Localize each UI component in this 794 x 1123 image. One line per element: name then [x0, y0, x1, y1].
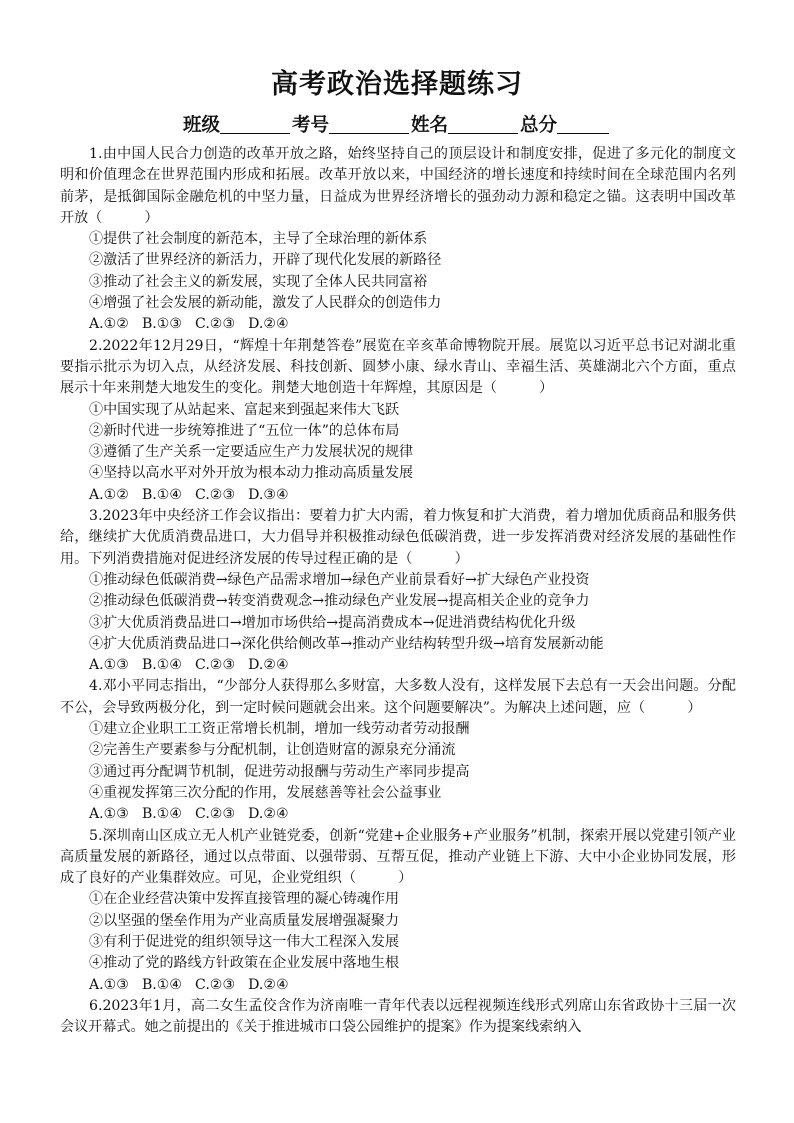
answer-choices [60, 485, 736, 506]
statement-option: ③通过再分配调节机制，促进劳动报酬与劳动生产率同步提高 [89, 763, 470, 780]
statement-option: ④推动了党的路线方针政策在企业发展中落地生根 [89, 955, 400, 972]
question-stem: 4.邓小平同志指出，“少部分人获得那么多财富，大多数人没有，这样发展下去总有一天会出问题。分配不公，会导致两极分化，到一定时候问题就会出来。这个问题要解决”。为解决上述问题，应（ ） [60, 678, 736, 716]
name-blank[interactable] [448, 115, 518, 134]
statement-option: ②激活了世界经济的新活力，开辟了现代化发展的新路径 [89, 252, 442, 269]
question-stem: 2.2022年12月29日，“辉煌十年荆楚答卷”展览在辛亥革命博物院开展。展览以习近平总书记对湖北重要指示批示为切入点，从经济发展、科技创新、圆梦小康、绿水青山、幸福生活、英雄湖北六个方面，重点展示十年来荆楚大地发生的变化。荆楚大地创造十年辉煌，其原因是（ ） [60, 337, 736, 397]
answer-choice[interactable]: B.①③ [141, 316, 183, 333]
question-block [60, 506, 736, 676]
answer-choice[interactable]: C.②③ [195, 486, 236, 503]
statement-option: ①提供了社会制度的新范本，主导了全球治理的新体系 [89, 231, 428, 248]
answer-choice[interactable]: D.②④ [248, 316, 289, 333]
class-label: 班级 [182, 115, 220, 136]
name-label: 姓名 [411, 115, 449, 136]
page-title: 高考政治选择题练习 [271, 69, 523, 100]
statement-option: ①建立企业职工工资正常增长机制，增加一线劳动者劳动报酬 [89, 721, 470, 738]
answer-choice[interactable]: B.①④ [141, 976, 183, 993]
answer-choice[interactable]: A.①③ [89, 657, 129, 674]
statement-option: ④坚持以高水平对外开放为根本动力推动高质量发展 [89, 465, 414, 482]
question-block [60, 676, 736, 825]
answer-choices [60, 655, 736, 676]
answer-choice[interactable]: D.②④ [248, 976, 289, 993]
score-label: 总分 [520, 115, 558, 136]
question-stem: 3.2023年中央经济工作会议指出：要着力扩大内需，着力恢复和扩大消费，着力增加优质商品和服务供给，继续扩大优质消费品进口，大力倡导并积极推动绿色低碳消费，进一步发挥消费对经济发展的基础性作用。下列消费措施对促进经济发展的传导过程正确的是（ ） [60, 508, 736, 567]
statement-option: ③遵循了生产关系一定要适应生产力发展状况的规律 [89, 444, 414, 461]
answer-choice[interactable]: A.①② [89, 486, 129, 503]
question-block [60, 996, 736, 1039]
question-stem: 6.2023年1月，高二女生孟佼含作为济南唯一青年代表以远程视频连线形式列席山东省政协十三届一次会议开幕式。她之前提出的《关于推进城市口袋公园维护的提案》作为提案线索纳入 [60, 997, 736, 1036]
answer-choice[interactable]: C.②③ [195, 657, 236, 674]
answer-choices [60, 314, 736, 335]
statement-option: ①在企业经营决策中发挥直接管理的凝心铸魂作用 [89, 891, 400, 908]
id-label: 考号 [291, 115, 329, 136]
answer-choice[interactable]: A.①③ [89, 976, 129, 993]
question-block [60, 336, 736, 506]
answer-choice[interactable]: D.②④ [248, 657, 289, 674]
statement-option: ①推动绿色低碳消费→绿色产品需求增加→绿色产业前景看好→扩大绿色产业投资 [89, 571, 590, 588]
statement-option: ③有利于促进党的组织领导这一伟大工程深入发展 [89, 933, 400, 950]
answer-choice[interactable]: C.②③ [195, 316, 236, 333]
statement-option: ②推动绿色低碳消费→转变消费观念→推动绿色产业发展→提高相关企业的竞争力 [89, 593, 590, 610]
answer-choices [60, 975, 736, 996]
question-block [60, 144, 736, 336]
statement-option: ②以坚强的堡垒作用为产业高质量发展增强凝聚力 [89, 912, 400, 929]
question-block [60, 826, 736, 996]
statement-option: ②新时代进一步统筹推进了“五位一体”的总体布局 [89, 422, 400, 439]
id-blank[interactable] [329, 115, 409, 134]
answer-choice[interactable]: C.②③ [195, 806, 236, 823]
answer-choice[interactable]: B.①④ [141, 486, 183, 503]
statement-option: ③推动了社会主义的新发展，实现了全体人民共同富裕 [89, 273, 428, 290]
student-info-line [0, 111, 794, 137]
answer-choice[interactable]: A.①② [89, 316, 129, 333]
statement-option: ④重视发挥第三次分配的作用，发展慈善等社会公益事业 [89, 784, 442, 801]
answer-choice[interactable]: C.②③ [195, 976, 236, 993]
question-list [60, 144, 736, 1038]
score-blank[interactable] [557, 115, 609, 134]
statement-option: ①中国实现了从站起来、富起来到强起来伟大飞跃 [89, 401, 400, 418]
answer-choice[interactable]: D.③④ [248, 486, 289, 503]
question-stem: 1.由中国人民合力创造的改革开放之路，始终坚持自己的顶层设计和制度安排，促进了多元化的制度文明和价值理念在世界范围内形成和拓展。改革开放以来，中国经济的增长速度和持续时间在全球范围内名列前茅，是抵御国际金融危机的中坚力量，日益成为世界经济增长的强劲动力源和稳定之锚。这表明中国改革开放（ ） [60, 146, 736, 226]
answer-choice[interactable]: B.①④ [141, 657, 183, 674]
statement-option: ④扩大优质消费品进口→深化供给侧改革→推动产业结构转型升级→培育发展新动能 [89, 635, 604, 652]
question-stem: 5.深圳南山区成立无人机产业链党委，创新“党建+企业服务+产业服务”机制，探索开展以党建引领产业高质量发展的新路径，通过以点带面、以强带弱、互帮互促，推动产业链上下游、大中小企业协同发展，形成了良好的产业集群效应。可见，企业党组织（ ） [60, 827, 736, 887]
answer-choice[interactable]: A.①③ [89, 806, 129, 823]
statement-option: ③扩大优质消费品进口→增加市场供给→提高消费成本→促进消费结构优化升级 [89, 614, 576, 631]
statement-option: ④增强了社会发展的新动能，激发了人民群众的创造伟力 [89, 295, 442, 312]
answer-choice[interactable]: B.①④ [141, 806, 183, 823]
answer-choices [60, 804, 736, 825]
statement-option: ②完善生产要素参与分配机制，让创造财富的源泉充分涌流 [89, 742, 456, 759]
answer-choice[interactable]: D.②④ [248, 806, 289, 823]
class-blank[interactable] [220, 115, 290, 134]
